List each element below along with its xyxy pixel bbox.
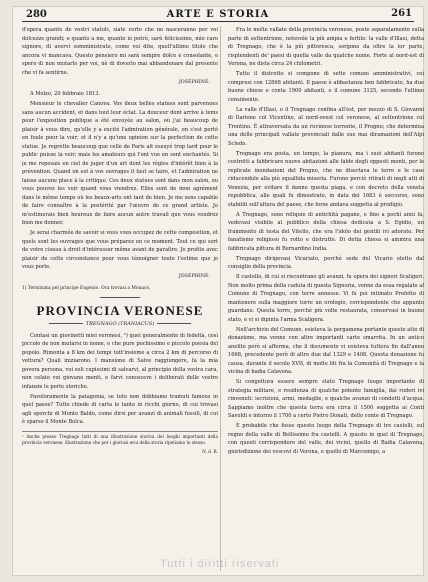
paragraph: A Tregnago, sono reliquie di antichità pagane, e fino a pochi anni fa, vedevasi visibile al pubblico della chiesa dedicata a S. Egidio, un frammento di testa del Vitello, che era l'idolo dei gentili ivi adorato. Per fanatismo religioso fu rotto e distrutto. Di detta chiesa si ammira una fabbricata pittura di Bernardino India. <box>228 211 424 252</box>
journal-title: ARTE E STORIA <box>166 9 270 20</box>
page-number-right: 261 <box>391 8 412 19</box>
footnote: 1) Terminata pel principe Eugenio. Ora trovasi a Monaco. <box>22 285 151 291</box>
watermark: Tutti i diritti riservati <box>160 558 280 570</box>
page-number-left: 280 <box>26 9 47 20</box>
section-divider <box>100 297 140 298</box>
newspaper-page <box>12 6 424 576</box>
left-column <box>22 26 218 571</box>
section-title: PROVINCIA VERONESE <box>36 302 204 318</box>
paragraph: Tutto il distretto si compone di sette comuni amministrativi, coi compresi con 12868 abitanti. Il paese è abbastanza ben fabbricato, ha due buone chiese e conta 1900 abitanti, e il comune 3125, secondo l'ultimo censimento. <box>228 71 424 103</box>
paragraph: Nell'archivio del Comune, esisteva la pergamena portante questo atto di donazione, ma venne con altre importanti carte smarrita. In un antico anelito però si afferma, che il documento vi esisteva tuttora fin dall'anno 1668, precedente però di altre due dal 1329 e 1408. Questa donazione fu causa, durante il secolo XVII, di molte liti fra la Comunità di Tregnago e la vicina di badia Calavena. <box>228 326 424 375</box>
editorial-sigla: N. d. R. <box>202 449 218 455</box>
paragraph: Je serai charmée de savoir si vous vous occupez de cette composition, et quels sont les ouvrages que vous préparez en ce moment. Tout ce qui sort de votre ciseau à droit d'intéresser même avant de paraître. Je profite avec plaisir de cette circonstance pour vous témoigner toute l'estime que je vous porte. <box>22 230 218 270</box>
column-divider <box>220 26 221 571</box>
paragraph: Tregnago era posta, un tempo, la pianura, ma i suoi abitanti furono costretti a fabbricare nuove abitazioni alle falde degli opposti monti, per le replicate inondazioni del Progno, che ne disertava le terre e le case riducendole alla più squallida miseria. Furono perciò ritirati di negli atti di Venezia, per evitare il danno questa piaga, e con decreto della veneta repubblica, alle quali fu dimostrato, in data del 1683 è soccorso, sono stabiliti sull'altura del paese, che forse andava soggetta al prodigio. <box>228 150 424 208</box>
paragraph: Monsieur le chevalier Canova. Vos deux belles statues sont parvenues sans aucun accident, et dans tout leur éclat. La douceur dont arrive à tems pour l'exposition publique a été envoyée au salon, où j'ai beaucoup de plaisir à vous dire, qu'elle y a excité l'admiration générale, on s'est porté en foule pour la voir; et il n'y a qu'une opinion sur la perfection de cette statue. Je regrette beaucoup que celle de Paris ait essuyé trop tard pour le public puisse la voir; mais les amateurs qui l'ont vue en sont enchantés. Si je me reposais en ciel de juger d'un art dont les règles d'intérêt bien à la prévention. Quand on est à vos ouvrages il faut se taire, et l'admiration ne laisse aucune place à la critique. Ces deux statues sont dans mon salon, ou vous pouvez les voir quand vous viendrez. Elles sont de mon agrément dans le même temps où les beaux-arts ont tant de bien. Je me sens capable de faire connaître à la postérité par l'œuvre de ce grand artiste. Je m'estimerais bien heureux de faire aucun autre travail que vous voudrez bien me donner. <box>22 101 218 226</box>
editorial-note: ¹ Anche presso Tregnago fatti di una illustrazione storica dei luoghi importanti della provincia veronese, illustrazione che per i gloriosi eroi della storia ripetiamo lo stesso. <box>22 431 218 447</box>
paragraph: La valle d'Illasi, o il Tregnago confina all'est, per mezzo di S. Giovanni di Ilarione col Vicentino, al nord-ovest col veronese, al settentrione col Trentino. È attraversata da un ruvinoso torrente, il Progno; che determina una delle principali vallate provinciali dalle sue mai diramazioni dell'Alpi Scledo. <box>228 106 424 147</box>
page-header <box>12 6 424 22</box>
paragraph: d'opera quanto de vostri statuti, siate certo che ne nasceranno per voi dolcezze grandi; e quanto a me, quanto io potrò, sarò felicissimo, mio caro signore, di avervi somministrato, come voi dite, quell'ultimo titolo che ancora vi mancava. Questo pensiero mi sarà sempre dolce e consolante, e spero di non mutarlo per voi, nè di doverlo mai abbandonare dal presente che vi fa sentirne. <box>22 27 218 76</box>
section-subtitle: TREGNAGO (TRANIACUS) <box>22 320 218 329</box>
header-rule <box>22 21 414 22</box>
paragraph: Fra le molte vallate della provincia veronese, poste separatamente sulla parte di settentrione, notevole la più ampia e fertile: la valle d'Illasi, detta di Tregnago, che è la più pittoresca, sorgono da oltre la lor parte, risplendenti de' paesi di quella valle da qualche nome. Forte al nord-est di Verona, ne dista circa 24 chilometri. <box>228 27 424 67</box>
signature: JOSÉPHINE. <box>178 274 210 279</box>
signature: JOSÉPHINE. <box>178 79 210 85</box>
paragraph: È probabile che fosse questo luogo della Tregnago di tre castelli, sul regno della valle di Bellissimo fra castelli. A questo in quel di Tregnago, con questi corrispondere del valle, dei vicini, quello di Badia Calavena, giurisdizione dei vescovi di Verona, e quello di Marcemigo, a <box>228 423 424 455</box>
paragraph: Tregnago dirigevasi Vicariato, perché sede del Vicario eletto dal consiglio della provincia. <box>228 255 424 270</box>
right-column <box>228 26 424 571</box>
paragraph: Si congettura essere sempre stato Tregnago luogo importante di strategia militare, e residenza di qualche potente famiglia, dai ruderi ivi rinvenuti: iscrizioni, armi, medaglie, e qualche avanzo di condotti d'acqua. Sappiamo inoltre che questa terra era circa il 1500 soggetta ai Conti Savoldi e intorno il 1700 a certo Pietro Donati, dello conte di Tregnago. <box>228 379 424 419</box>
paragraph: Favoloramente la patagonia, se tuto non dobbiamo tramuti famous in quel paese? Tutto chiede di carta le tante in ricchi giorno, di cui trovasi agli sporchi di Monte Baldo, come dirsi per avanzi di animali fossili, di cui è sparso il Monte Bolca. <box>22 393 218 425</box>
paragraph: Il castello, di cui si riscontrano gli avanzi, fu opera dei signori Scaligeri. Non molto prima della caduta di questa Signoria, venne da essa regalato al Comune di Tregnago, con terre annesse. Vi fu poi intimato Prefetto di mantenere sulla maggiore torre un orologio, corrispondente che appunto guardano. Questa torre, perchè più volte restaurata, conservasi in buono stato, e vi si dipinta l'arma Scaligera. <box>228 274 424 323</box>
dateline: A Melzo, 20 febbraio 1813. <box>30 91 101 97</box>
paragraph: Contasi un giovinetti miei veronesi, ¹) quei generalmente di fedeltà, così piccolo de non mutarsi in nome, e che pure pochissimo e piccolo poesia del popolo. Rimonta a 8 km dei tempi tutt'insieme a circa 2 km di percorso di vettura? Quali iniziarono. I mansione di Salve raggiungere, fa la mia povera persona, voi soli cupissimi di salvarvi, al principio della vostra cara, non celate voi giovane menti, e farvi conoscere i deliberati delle vostre infanzie le porte storiche. <box>22 332 218 390</box>
